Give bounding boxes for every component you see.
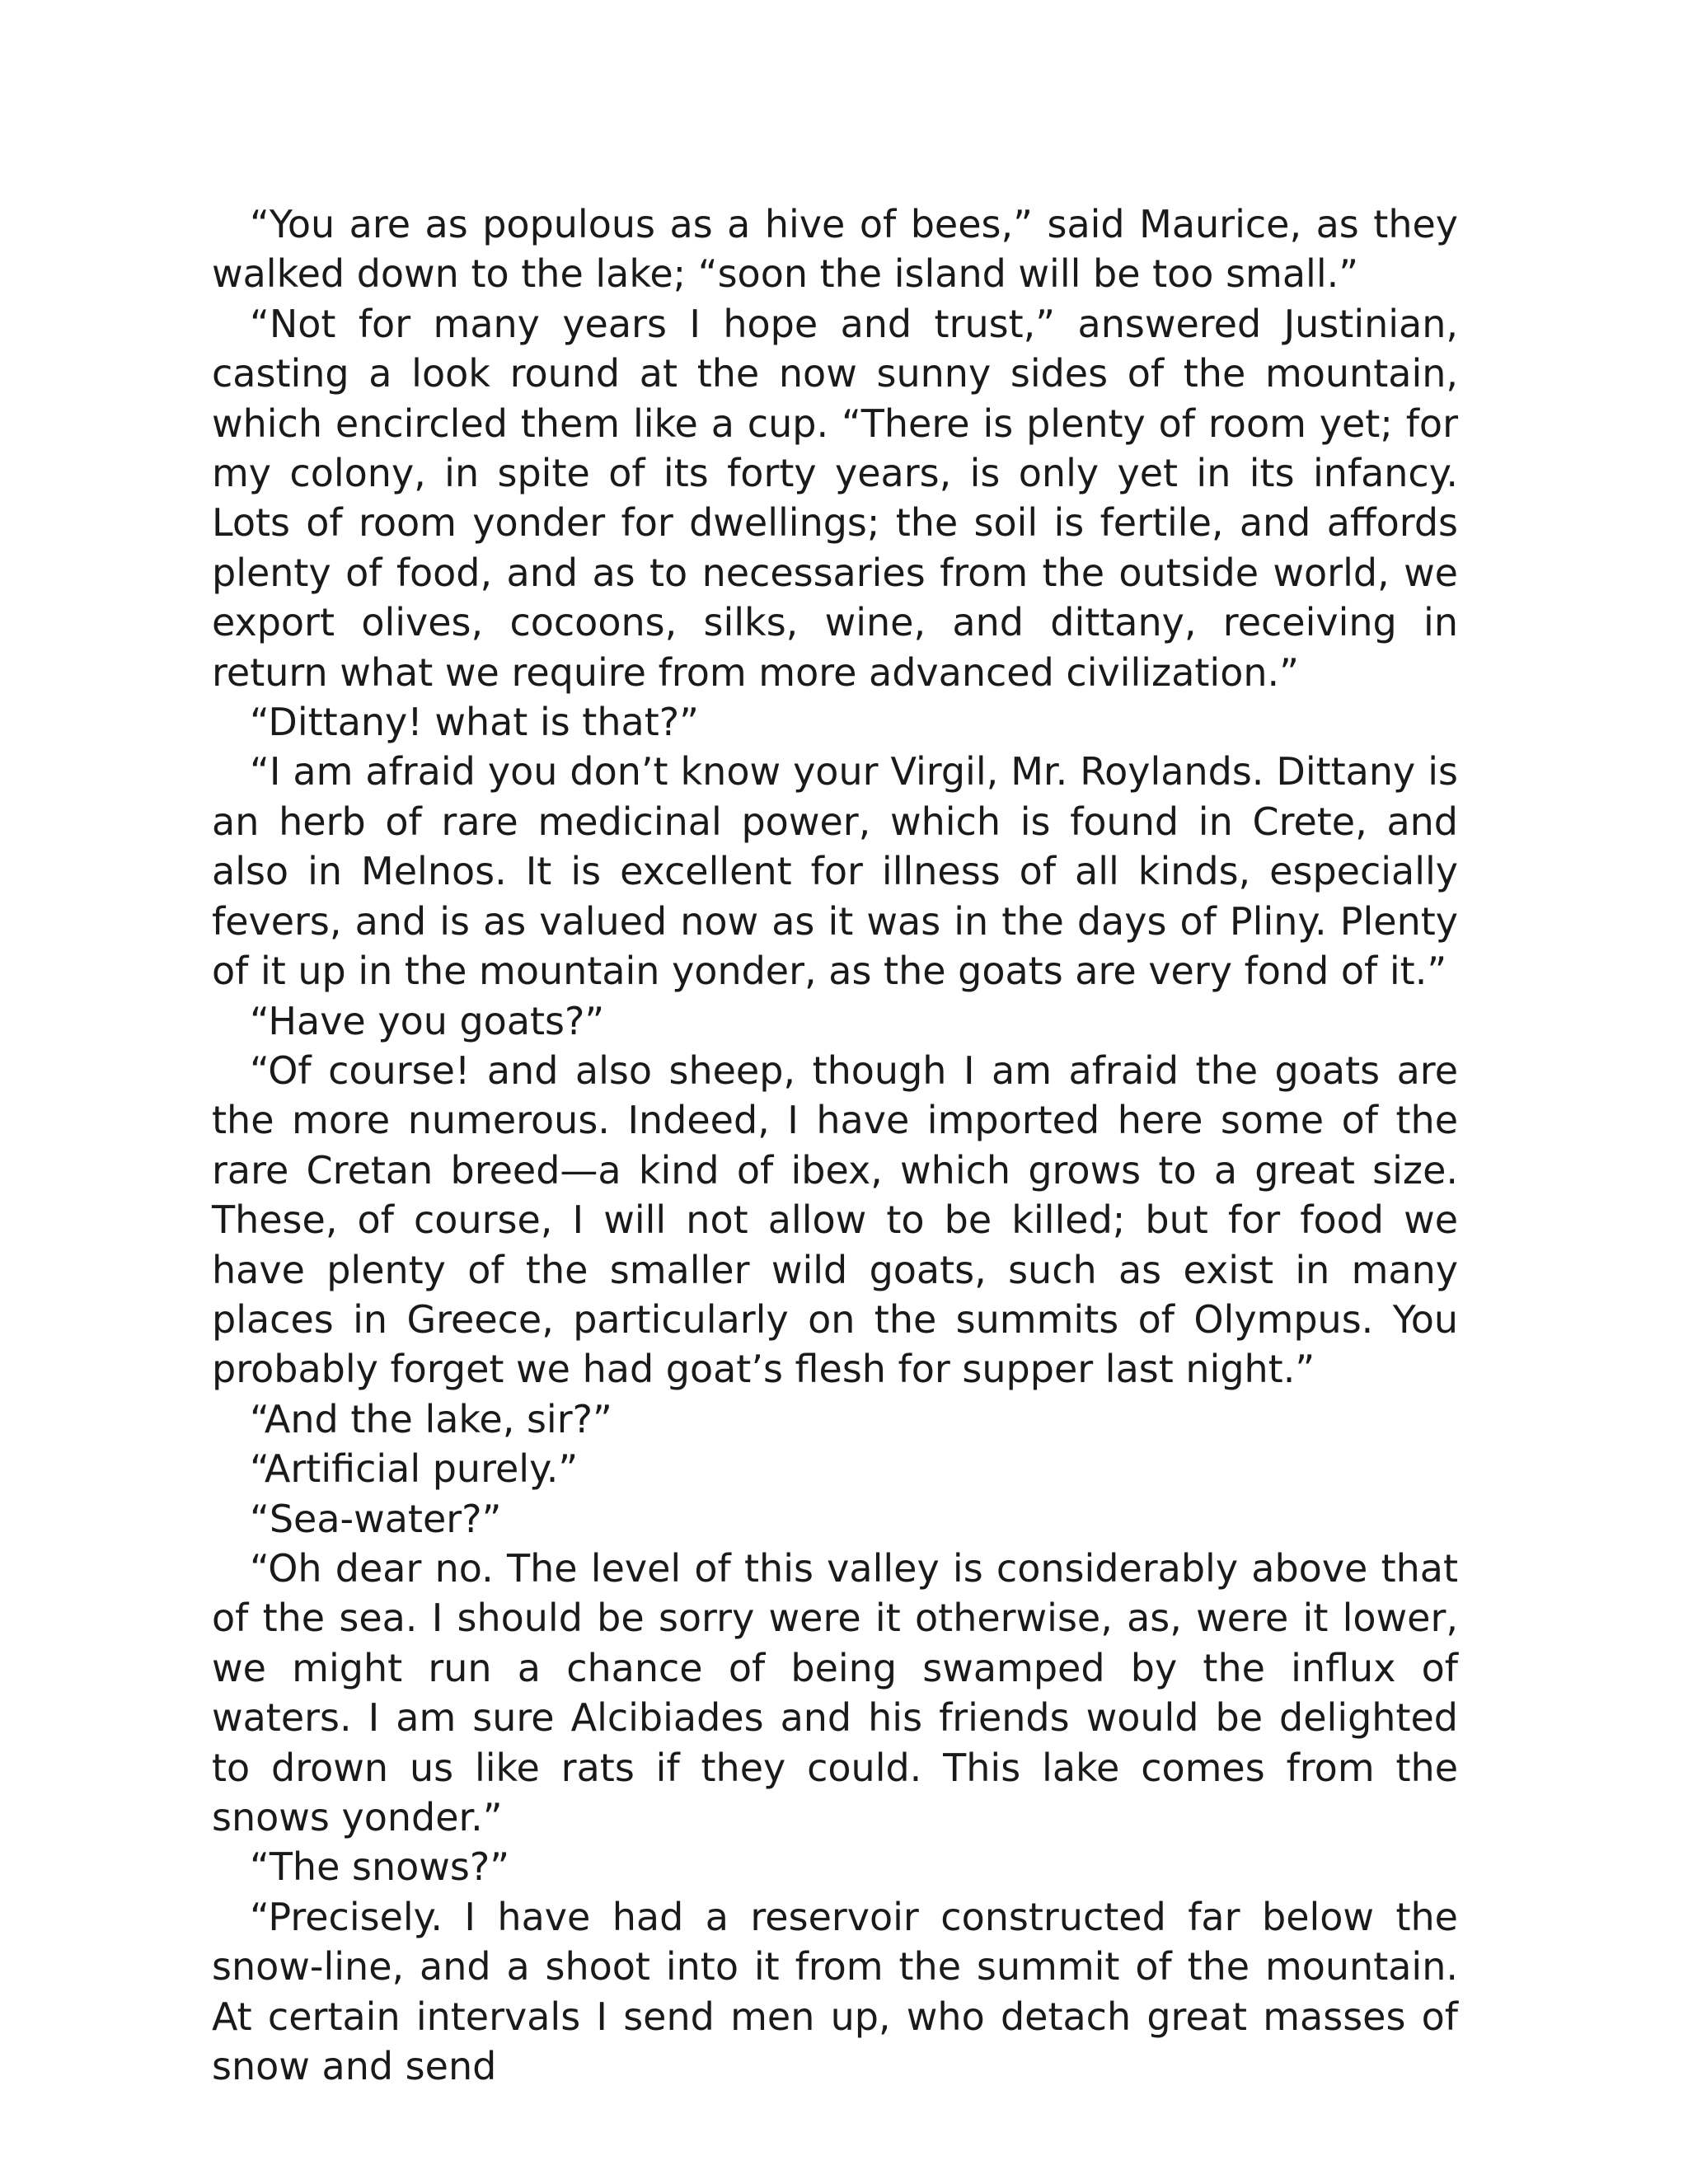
paragraph: “Not for many years I hope and trust,” answered Justinian, casting a look round at the now sunny sides of the mountain, which encircled them like a cup. “There is plenty of room yet; for my colony, in spite of its forty years, is only yet in its infancy. Lots of room yonder for dwellings; the soil is fertile, and affords plenty of food, and as to necessaries from the outside world, we export olives, cocoons, silks, wine, and dittany, receiving in return what we require from more advanced civilization.” [212, 301, 1458, 695]
paragraph: “Oh dear no. The level of this valley is considerably above that of the sea. I should be sorry were it otherwise, as, were it lower, we might run a chance of being swamped by the influx of waters. I am sure Alcibiades and his friends would be delighted to drown us like rats if they could. This lake comes from the snows yonder.” [212, 1545, 1458, 1840]
paragraph: “Dittany! what is that?” [250, 700, 699, 745]
paragraph: “Of course! and also sheep, though I am afraid the goats are the more numerous. Indeed, I have imported here some of the rare Cretan breed—a kind of ibex, which grows to a great size. These, of course, I will not allow to be killed; but for food we have plenty of the smaller wild goats, such as exist in many places in Greece, particularly on the summits of Olympus. You probably forget we had goat’s flesh for supper last night.” [212, 1047, 1458, 1392]
paragraph: “You are as populous as a hive of bees,” said Maurice, as they walked down to the lake; “soon the island will be too small.” [212, 202, 1458, 297]
paragraph: “Have you goats?” [250, 998, 605, 1043]
paragraph: “I am afraid you don’t know your Virgil, Mr. Roylands. Dittany is an herb of rare medicinal power, which is found in Crete, and also in Melnos. It is excellent for illness of all kinds, especially fevers, and is as valued now as it was in the days of Pliny. Plenty of it up in the mountain yonder, as the goats are very fond of it.” [212, 749, 1458, 994]
body-text [212, 199, 1458, 2091]
paragraph: “Precisely. I have had a reservoir constructed far below the snow-line, and a shoot into it from the summit of the mountain. At certain intervals I send men up, who detach great masses of snow and send [212, 1894, 1458, 2089]
paragraph: “Artificial purely.” [250, 1446, 579, 1492]
paragraph: “The snows?” [250, 1844, 510, 1890]
paragraph: “And the lake, sir?” [250, 1396, 612, 1441]
paragraph: “Sea-water?” [250, 1496, 502, 1541]
